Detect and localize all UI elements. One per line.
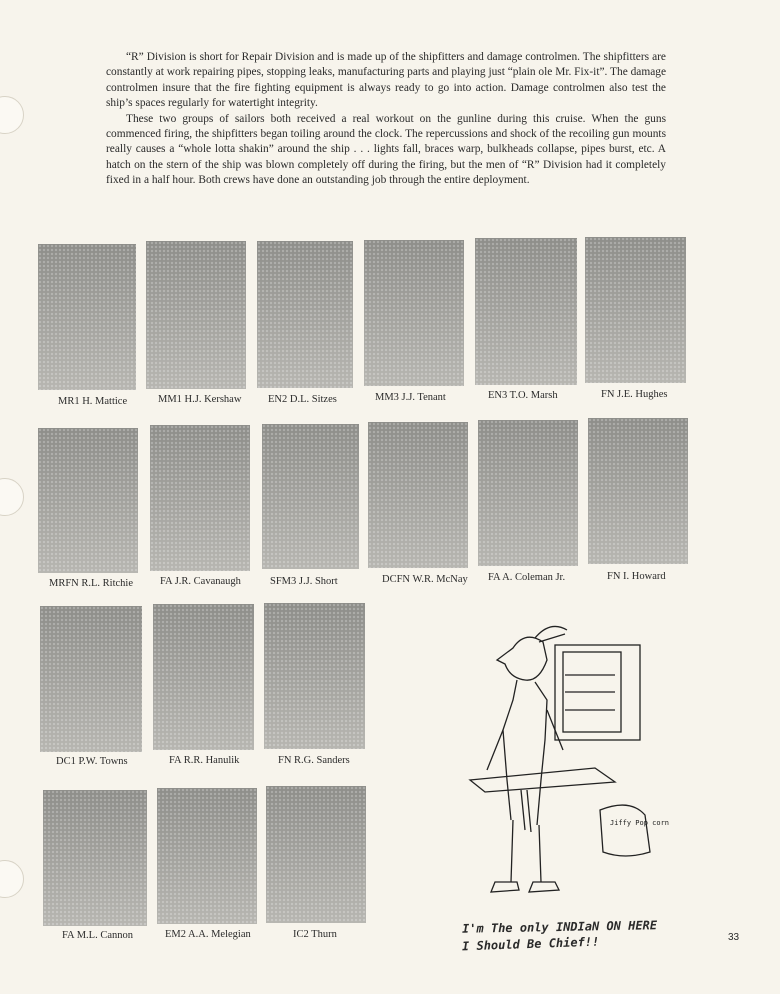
photo-caption: DCFN W.R. McNay [382, 574, 468, 585]
portrait-photo [38, 244, 136, 390]
intro-paragraph-1: “R” Division is short for Repair Division and is made up of the shipfitters and damage controlmen. The shipfitters are constantly at work repairing pipes, stopping leaks, manufacturing parts and playing just “plain ole Mr. Fix-it”. The damage controlmen insure that the fire fighting equipment is always ready to go into action. Damage controlmen also test the ship’s spaces regularly for watertight integrity. [106, 51, 667, 110]
photo-caption: MRFN R.L. Ritchie [49, 578, 134, 589]
photo-caption: EM2 A.A. Melegian [165, 929, 251, 940]
portrait-photo [38, 428, 138, 573]
portrait-photo [43, 790, 147, 926]
portrait-photo [588, 418, 688, 564]
binder-hole-middle [0, 478, 24, 516]
portrait-photo [262, 424, 359, 569]
portrait-photo [40, 606, 142, 752]
photo-caption: FA A. Coleman Jr. [488, 572, 566, 583]
cartoon-illustration [455, 620, 670, 910]
photo-caption: MM1 H.J. Kershaw [158, 394, 242, 405]
portrait-photo [475, 238, 577, 385]
portrait-photo [153, 604, 254, 750]
portrait-photo [150, 425, 250, 571]
photo-caption: DC1 P.W. Towns [56, 756, 128, 767]
portrait-photo [585, 237, 686, 383]
portrait-photo [146, 241, 246, 389]
page-number: 33 [728, 932, 740, 943]
binder-hole-bottom [0, 860, 24, 898]
popcorn-bag-label: Jiffy Pop corn [610, 819, 670, 827]
portrait-photo [157, 788, 257, 924]
binder-hole-top [0, 96, 24, 134]
photo-caption: MR1 H. Mattice [58, 396, 128, 407]
photo-caption: FA J.R. Cavanaugh [160, 576, 241, 587]
portrait-photo [364, 240, 464, 386]
photo-caption: SFM3 J.J. Short [270, 576, 338, 587]
photo-caption: FA R.R. Hanulik [169, 755, 240, 766]
portrait-photo [368, 422, 468, 568]
cartoon-caption-line-2: I Should Be Chief!! [461, 934, 600, 954]
photo-caption: FN R.G. Sanders [278, 755, 350, 766]
portrait-photo [257, 241, 353, 388]
cartoon-caption-line-1: I'm The only INDIaN ON HERE [461, 918, 658, 936]
photo-caption: MM3 J.J. Tenant [375, 392, 446, 403]
intro-paragraph-2: These two groups of sailors both received a real workout on the gunline during this cruise. When the guns commenced firing, the shipfitters began toiling around the clock. The repercussions and shock of the recoiling gun mounts really causes a “whole lotta shakin” around the ship . . . lights fall, braces warp, bulkheads collapse, pipes burst, etc. A hatch on the stern of the ship was blown completely off during the firing, but the men of “R” Division had it completely fixed in a half hour. Both crews have done an outstanding job through the entire deployment. [106, 112, 666, 187]
photo-caption: EN3 T.O. Marsh [488, 390, 558, 401]
photo-caption: FN J.E. Hughes [601, 389, 668, 400]
portrait-photo [264, 603, 365, 749]
photo-caption: FN I. Howard [607, 571, 666, 582]
portrait-photo [478, 420, 578, 566]
photo-caption: IC2 Thurn [293, 929, 337, 940]
intro-text [106, 50, 666, 189]
photo-caption: FA M.L. Cannon [62, 930, 133, 941]
photo-caption: EN2 D.L. Sitzes [268, 394, 337, 405]
portrait-photo [266, 786, 366, 923]
